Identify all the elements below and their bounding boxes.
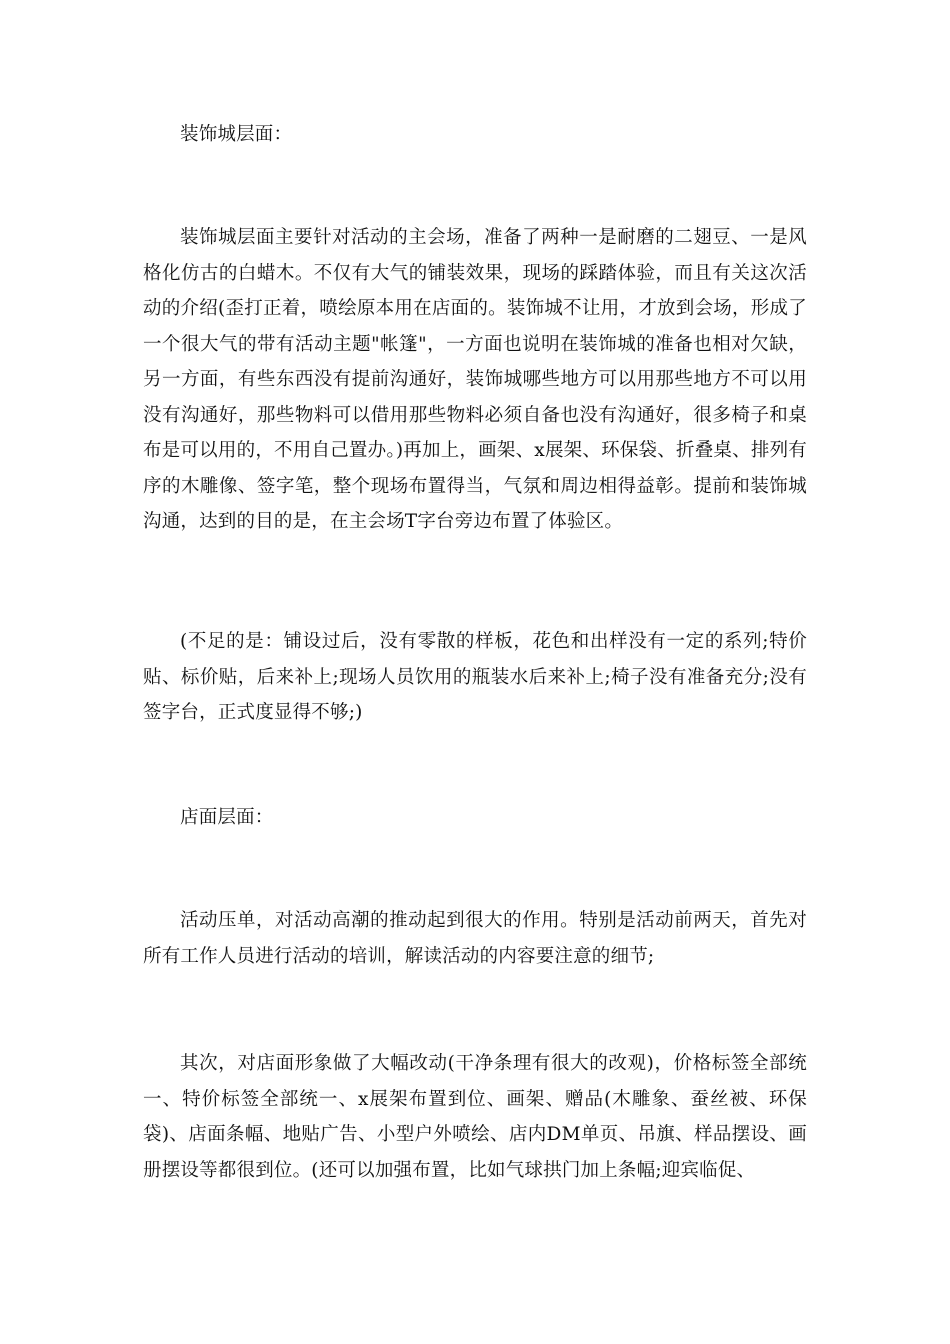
section-heading-decoration-city: 装饰城层面： <box>180 124 293 145</box>
paragraph-shortcomings: (不足的是：铺设过后，没有零散的样板，花色和出样没有一定的系列;特价贴、标价贴，后来补上;现场人员饮用的瓶装水后来补上;椅子没有准备充分;没有签字台，正式度显得不够;) <box>143 631 807 723</box>
section-heading-store: 店面层面： <box>180 807 274 828</box>
paragraph-decoration-city-details: 装饰城层面主要针对活动的主会场，准备了两种一是耐磨的二翅豆、一是风格化仿古的白蜡木。不仅有大气的铺装效果，现场的踩踏体验，而且有关这次活动的介绍(歪打正着，喷绘原本用在店面的。装饰城不让用，才放到会场，形成了一个很大气的带有活动主题"帐篷"，一方面也说明在装饰城的准备也相对欠缺，另一方面，有些东西没有提前沟通好，装饰城哪些地方可以用那些地方不可以用没有沟通好，那些物料可以借用那些物料必须自备也没有沟通好，很多椅子和桌布是可以用的，不用自己置办。)再加上，画架、x展架、环保袋、折叠桌、排列有序的木雕像、签字笔，整个现场布置得当，气氛和周边相得益彰。提前和装饰城沟通，达到的目的是，在主会场T字台旁边布置了体验区。 <box>143 227 807 532</box>
paragraph-store-image-changes: 其次，对店面形象做了大幅改动(干净条理有很大的改观)，价格标签全部统一、特价标签全部统一、x展架布置到位、画架、赠品(木雕象、蚕丝被、环保袋)、店面条幅、地贴广告、小型户外喷绘、店内DM单页、吊旗、样品摆设、画册摆设等都很到位。(还可以加强布置，比如气球拱门加上条幅;迎宾临促、 <box>143 1053 807 1181</box>
paragraph-store-pressure-orders: 活动压单，对活动高潮的推动起到很大的作用。特别是活动前两天，首先对所有工作人员进行活动的培训，解读活动的内容要注意的细节; <box>143 910 807 967</box>
